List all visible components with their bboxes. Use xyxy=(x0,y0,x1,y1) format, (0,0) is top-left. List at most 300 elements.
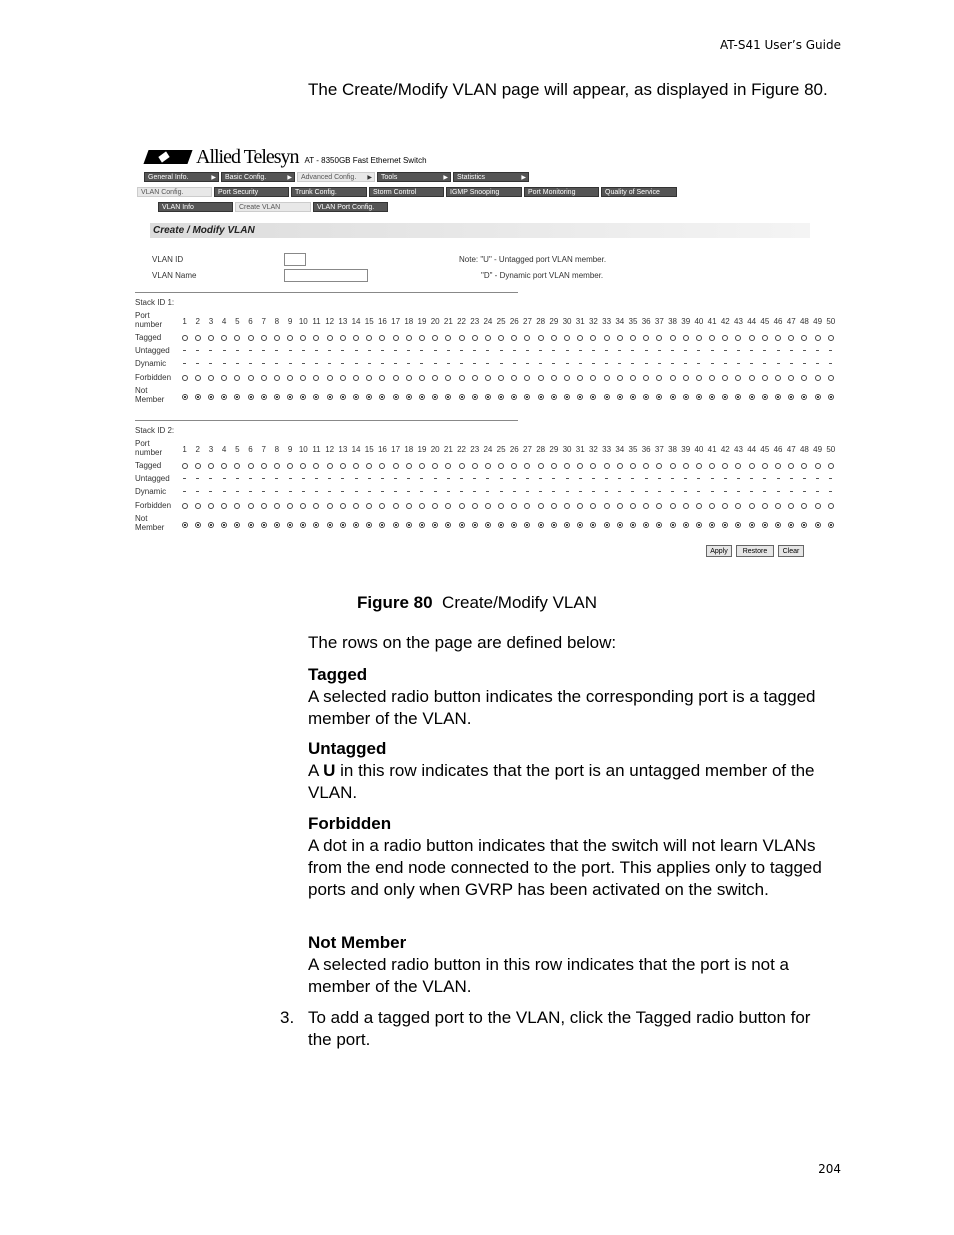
forbidden-radio-port-16[interactable] xyxy=(379,375,385,381)
forbidden-radio-port-39[interactable] xyxy=(683,375,689,381)
not-member-radio-port-23[interactable] xyxy=(472,522,478,528)
tagged-radio-port-37[interactable] xyxy=(656,335,662,341)
not-member-radio-port-22[interactable] xyxy=(459,522,465,528)
not-member-radio-port-27[interactable] xyxy=(524,522,530,528)
tagged-radio-port-25[interactable] xyxy=(498,463,504,469)
tagged-radio-port-7[interactable] xyxy=(261,335,267,341)
tagged-radio-port-20[interactable] xyxy=(432,335,438,341)
forbidden-radio-port-30[interactable] xyxy=(564,503,570,509)
not-member-radio-port-28[interactable] xyxy=(538,394,544,400)
tagged-radio-port-27[interactable] xyxy=(524,463,530,469)
not-member-radio-port-46[interactable] xyxy=(775,522,781,528)
not-member-radio-port-21[interactable] xyxy=(445,522,451,528)
tagged-radio-port-44[interactable] xyxy=(749,463,755,469)
forbidden-radio-port-15[interactable] xyxy=(366,375,372,381)
forbidden-radio-port-13[interactable] xyxy=(340,375,346,381)
forbidden-radio-port-40[interactable] xyxy=(696,375,702,381)
forbidden-radio-port-50[interactable] xyxy=(828,375,834,381)
not-member-radio-port-18[interactable] xyxy=(406,394,412,400)
not-member-radio-port-50[interactable] xyxy=(828,522,834,528)
forbidden-radio-port-40[interactable] xyxy=(696,503,702,509)
nav-item-port-monitoring[interactable]: Port Monitoring xyxy=(524,187,599,197)
forbidden-radio-port-39[interactable] xyxy=(683,503,689,509)
forbidden-radio-port-42[interactable] xyxy=(722,503,728,509)
forbidden-radio-port-38[interactable] xyxy=(670,503,676,509)
tagged-radio-port-12[interactable] xyxy=(327,335,333,341)
not-member-radio-port-32[interactable] xyxy=(590,522,596,528)
not-member-radio-port-39[interactable] xyxy=(683,522,689,528)
not-member-radio-port-10[interactable] xyxy=(300,394,306,400)
forbidden-radio-port-9[interactable] xyxy=(287,503,293,509)
not-member-radio-port-4[interactable] xyxy=(221,394,227,400)
not-member-radio-port-34[interactable] xyxy=(617,522,623,528)
tagged-radio-port-47[interactable] xyxy=(788,335,794,341)
not-member-radio-port-48[interactable] xyxy=(801,394,807,400)
tagged-radio-port-36[interactable] xyxy=(643,463,649,469)
forbidden-radio-port-10[interactable] xyxy=(300,503,306,509)
forbidden-radio-port-26[interactable] xyxy=(511,375,517,381)
not-member-radio-port-1[interactable] xyxy=(182,394,188,400)
forbidden-radio-port-27[interactable] xyxy=(524,375,530,381)
tagged-radio-port-20[interactable] xyxy=(432,463,438,469)
forbidden-radio-port-27[interactable] xyxy=(524,503,530,509)
not-member-radio-port-21[interactable] xyxy=(445,394,451,400)
tagged-radio-port-36[interactable] xyxy=(643,335,649,341)
forbidden-radio-port-41[interactable] xyxy=(709,503,715,509)
tagged-radio-port-6[interactable] xyxy=(248,463,254,469)
tagged-radio-port-19[interactable] xyxy=(419,335,425,341)
forbidden-radio-port-18[interactable] xyxy=(406,503,412,509)
forbidden-radio-port-16[interactable] xyxy=(379,503,385,509)
clear-button[interactable]: Clear xyxy=(778,545,804,557)
forbidden-radio-port-26[interactable] xyxy=(511,503,517,509)
forbidden-radio-port-32[interactable] xyxy=(590,375,596,381)
forbidden-radio-port-43[interactable] xyxy=(735,503,741,509)
forbidden-radio-port-20[interactable] xyxy=(432,503,438,509)
not-member-radio-port-19[interactable] xyxy=(419,394,425,400)
not-member-radio-port-37[interactable] xyxy=(656,394,662,400)
tagged-radio-port-43[interactable] xyxy=(735,335,741,341)
tagged-radio-port-45[interactable] xyxy=(762,335,768,341)
not-member-radio-port-42[interactable] xyxy=(722,522,728,528)
not-member-radio-port-1[interactable] xyxy=(182,522,188,528)
tagged-radio-port-38[interactable] xyxy=(670,463,676,469)
tagged-radio-port-1[interactable] xyxy=(182,335,188,341)
forbidden-radio-port-31[interactable] xyxy=(577,503,583,509)
not-member-radio-port-47[interactable] xyxy=(788,522,794,528)
not-member-radio-port-16[interactable] xyxy=(379,394,385,400)
vlan-id-input[interactable] xyxy=(284,253,306,266)
tagged-radio-port-23[interactable] xyxy=(472,335,478,341)
not-member-radio-port-35[interactable] xyxy=(630,522,636,528)
tagged-radio-port-42[interactable] xyxy=(722,335,728,341)
forbidden-radio-port-13[interactable] xyxy=(340,503,346,509)
nav-item-igmp-snooping[interactable]: IGMP Snooping xyxy=(446,187,522,197)
forbidden-radio-port-24[interactable] xyxy=(485,503,491,509)
tagged-radio-port-41[interactable] xyxy=(709,335,715,341)
tagged-radio-port-4[interactable] xyxy=(221,335,227,341)
forbidden-radio-port-3[interactable] xyxy=(208,375,214,381)
forbidden-radio-port-37[interactable] xyxy=(656,503,662,509)
forbidden-radio-port-15[interactable] xyxy=(366,503,372,509)
forbidden-radio-port-17[interactable] xyxy=(393,503,399,509)
not-member-radio-port-17[interactable] xyxy=(393,394,399,400)
not-member-radio-port-31[interactable] xyxy=(577,522,583,528)
tagged-radio-port-27[interactable] xyxy=(524,335,530,341)
tagged-radio-port-10[interactable] xyxy=(300,463,306,469)
not-member-radio-port-36[interactable] xyxy=(643,522,649,528)
forbidden-radio-port-6[interactable] xyxy=(248,503,254,509)
not-member-radio-port-32[interactable] xyxy=(590,394,596,400)
tagged-radio-port-6[interactable] xyxy=(248,335,254,341)
tagged-radio-port-35[interactable] xyxy=(630,463,636,469)
tagged-radio-port-18[interactable] xyxy=(406,463,412,469)
forbidden-radio-port-2[interactable] xyxy=(195,503,201,509)
forbidden-radio-port-48[interactable] xyxy=(801,375,807,381)
forbidden-radio-port-41[interactable] xyxy=(709,375,715,381)
tagged-radio-port-34[interactable] xyxy=(617,335,623,341)
forbidden-radio-port-46[interactable] xyxy=(775,503,781,509)
not-member-radio-port-43[interactable] xyxy=(735,394,741,400)
nav-item-quality-of-service[interactable]: Quality of Service xyxy=(601,187,677,197)
not-member-radio-port-8[interactable] xyxy=(274,522,280,528)
tagged-radio-port-24[interactable] xyxy=(485,463,491,469)
forbidden-radio-port-6[interactable] xyxy=(248,375,254,381)
tagged-radio-port-29[interactable] xyxy=(551,335,557,341)
forbidden-radio-port-30[interactable] xyxy=(564,375,570,381)
tagged-radio-port-13[interactable] xyxy=(340,463,346,469)
forbidden-radio-port-47[interactable] xyxy=(788,503,794,509)
forbidden-radio-port-25[interactable] xyxy=(498,503,504,509)
tagged-radio-port-8[interactable] xyxy=(274,335,280,341)
not-member-radio-port-43[interactable] xyxy=(735,522,741,528)
forbidden-radio-port-4[interactable] xyxy=(221,503,227,509)
tagged-radio-port-40[interactable] xyxy=(696,335,702,341)
nav-item-vlan-config[interactable]: VLAN Config. xyxy=(137,187,212,197)
tagged-radio-port-22[interactable] xyxy=(459,463,465,469)
not-member-radio-port-46[interactable] xyxy=(775,394,781,400)
not-member-radio-port-5[interactable] xyxy=(234,522,240,528)
not-member-radio-port-7[interactable] xyxy=(261,394,267,400)
tagged-radio-port-42[interactable] xyxy=(722,463,728,469)
not-member-radio-port-20[interactable] xyxy=(432,394,438,400)
not-member-radio-port-6[interactable] xyxy=(248,394,254,400)
forbidden-radio-port-47[interactable] xyxy=(788,375,794,381)
forbidden-radio-port-38[interactable] xyxy=(670,375,676,381)
forbidden-radio-port-33[interactable] xyxy=(604,503,610,509)
not-member-radio-port-28[interactable] xyxy=(538,522,544,528)
forbidden-radio-port-4[interactable] xyxy=(221,375,227,381)
not-member-radio-port-44[interactable] xyxy=(749,522,755,528)
not-member-radio-port-17[interactable] xyxy=(393,522,399,528)
not-member-radio-port-44[interactable] xyxy=(749,394,755,400)
forbidden-radio-port-19[interactable] xyxy=(419,503,425,509)
tagged-radio-port-14[interactable] xyxy=(353,335,359,341)
not-member-radio-port-39[interactable] xyxy=(683,394,689,400)
tagged-radio-port-29[interactable] xyxy=(551,463,557,469)
tagged-radio-port-19[interactable] xyxy=(419,463,425,469)
tagged-radio-port-28[interactable] xyxy=(538,463,544,469)
tagged-radio-port-22[interactable] xyxy=(459,335,465,341)
forbidden-radio-port-11[interactable] xyxy=(313,375,319,381)
not-member-radio-port-7[interactable] xyxy=(261,522,267,528)
forbidden-radio-port-19[interactable] xyxy=(419,375,425,381)
tagged-radio-port-50[interactable] xyxy=(828,335,834,341)
forbidden-radio-port-25[interactable] xyxy=(498,375,504,381)
not-member-radio-port-42[interactable] xyxy=(722,394,728,400)
tagged-radio-port-16[interactable] xyxy=(379,463,385,469)
not-member-radio-port-11[interactable] xyxy=(313,522,319,528)
tagged-radio-port-24[interactable] xyxy=(485,335,491,341)
not-member-radio-port-33[interactable] xyxy=(604,394,610,400)
tagged-radio-port-9[interactable] xyxy=(287,463,293,469)
forbidden-radio-port-9[interactable] xyxy=(287,375,293,381)
tagged-radio-port-21[interactable] xyxy=(445,463,451,469)
forbidden-radio-port-35[interactable] xyxy=(630,375,636,381)
nav-item-vlan-port-config[interactable]: VLAN Port Config. xyxy=(313,202,388,212)
tagged-radio-port-15[interactable] xyxy=(366,335,372,341)
not-member-radio-port-26[interactable] xyxy=(511,394,517,400)
forbidden-radio-port-7[interactable] xyxy=(261,375,267,381)
not-member-radio-port-38[interactable] xyxy=(670,522,676,528)
tagged-radio-port-23[interactable] xyxy=(472,463,478,469)
forbidden-radio-port-17[interactable] xyxy=(393,375,399,381)
tagged-radio-port-49[interactable] xyxy=(815,335,821,341)
vlan-name-input[interactable] xyxy=(284,269,368,282)
not-member-radio-port-9[interactable] xyxy=(287,394,293,400)
not-member-radio-port-45[interactable] xyxy=(762,522,768,528)
not-member-radio-port-49[interactable] xyxy=(815,394,821,400)
forbidden-radio-port-36[interactable] xyxy=(643,503,649,509)
forbidden-radio-port-1[interactable] xyxy=(182,375,188,381)
not-member-radio-port-13[interactable] xyxy=(340,394,346,400)
tagged-radio-port-50[interactable] xyxy=(828,463,834,469)
not-member-radio-port-25[interactable] xyxy=(498,394,504,400)
tagged-radio-port-31[interactable] xyxy=(577,335,583,341)
forbidden-radio-port-14[interactable] xyxy=(353,375,359,381)
tagged-radio-port-39[interactable] xyxy=(683,335,689,341)
tagged-radio-port-17[interactable] xyxy=(393,335,399,341)
forbidden-radio-port-22[interactable] xyxy=(459,375,465,381)
not-member-radio-port-8[interactable] xyxy=(274,394,280,400)
not-member-radio-port-27[interactable] xyxy=(524,394,530,400)
not-member-radio-port-50[interactable] xyxy=(828,394,834,400)
forbidden-radio-port-32[interactable] xyxy=(590,503,596,509)
not-member-radio-port-36[interactable] xyxy=(643,394,649,400)
not-member-radio-port-49[interactable] xyxy=(815,522,821,528)
tagged-radio-port-26[interactable] xyxy=(511,335,517,341)
tagged-radio-port-12[interactable] xyxy=(327,463,333,469)
tagged-radio-port-10[interactable] xyxy=(300,335,306,341)
not-member-radio-port-12[interactable] xyxy=(327,394,333,400)
forbidden-radio-port-2[interactable] xyxy=(195,375,201,381)
forbidden-radio-port-11[interactable] xyxy=(313,503,319,509)
not-member-radio-port-47[interactable] xyxy=(788,394,794,400)
tagged-radio-port-4[interactable] xyxy=(221,463,227,469)
tagged-radio-port-21[interactable] xyxy=(445,335,451,341)
not-member-radio-port-15[interactable] xyxy=(366,394,372,400)
forbidden-radio-port-22[interactable] xyxy=(459,503,465,509)
forbidden-radio-port-34[interactable] xyxy=(617,503,623,509)
forbidden-radio-port-29[interactable] xyxy=(551,503,557,509)
forbidden-radio-port-48[interactable] xyxy=(801,503,807,509)
tagged-radio-port-18[interactable] xyxy=(406,335,412,341)
not-member-radio-port-35[interactable] xyxy=(630,394,636,400)
forbidden-radio-port-45[interactable] xyxy=(762,503,768,509)
tagged-radio-port-15[interactable] xyxy=(366,463,372,469)
forbidden-radio-port-12[interactable] xyxy=(327,375,333,381)
not-member-radio-port-37[interactable] xyxy=(656,522,662,528)
nav-item-statistics[interactable]: Statistics ▶ xyxy=(453,172,529,182)
not-member-radio-port-16[interactable] xyxy=(379,522,385,528)
tagged-radio-port-37[interactable] xyxy=(656,463,662,469)
nav-item-tools[interactable]: Tools ▶ xyxy=(377,172,451,182)
tagged-radio-port-40[interactable] xyxy=(696,463,702,469)
tagged-radio-port-39[interactable] xyxy=(683,463,689,469)
forbidden-radio-port-24[interactable] xyxy=(485,375,491,381)
forbidden-radio-port-33[interactable] xyxy=(604,375,610,381)
not-member-radio-port-14[interactable] xyxy=(353,394,359,400)
forbidden-radio-port-7[interactable] xyxy=(261,503,267,509)
tagged-radio-port-48[interactable] xyxy=(801,335,807,341)
forbidden-radio-port-23[interactable] xyxy=(472,503,478,509)
not-member-radio-port-2[interactable] xyxy=(195,522,201,528)
forbidden-radio-port-44[interactable] xyxy=(749,375,755,381)
not-member-radio-port-4[interactable] xyxy=(221,522,227,528)
nav-item-advanced-config[interactable]: Advanced Config. ▶ xyxy=(297,172,375,182)
tagged-radio-port-32[interactable] xyxy=(590,463,596,469)
tagged-radio-port-30[interactable] xyxy=(564,335,570,341)
forbidden-radio-port-5[interactable] xyxy=(234,503,240,509)
tagged-radio-port-11[interactable] xyxy=(313,463,319,469)
not-member-radio-port-6[interactable] xyxy=(248,522,254,528)
forbidden-radio-port-46[interactable] xyxy=(775,375,781,381)
not-member-radio-port-38[interactable] xyxy=(670,394,676,400)
not-member-radio-port-9[interactable] xyxy=(287,522,293,528)
forbidden-radio-port-36[interactable] xyxy=(643,375,649,381)
not-member-radio-port-30[interactable] xyxy=(564,394,570,400)
not-member-radio-port-2[interactable] xyxy=(195,394,201,400)
forbidden-radio-port-20[interactable] xyxy=(432,375,438,381)
not-member-radio-port-29[interactable] xyxy=(551,522,557,528)
forbidden-radio-port-35[interactable] xyxy=(630,503,636,509)
tagged-radio-port-9[interactable] xyxy=(287,335,293,341)
not-member-radio-port-25[interactable] xyxy=(498,522,504,528)
forbidden-radio-port-3[interactable] xyxy=(208,503,214,509)
tagged-radio-port-28[interactable] xyxy=(538,335,544,341)
not-member-radio-port-31[interactable] xyxy=(577,394,583,400)
forbidden-radio-port-44[interactable] xyxy=(749,503,755,509)
nav-item-vlan-info[interactable]: VLAN Info xyxy=(158,202,233,212)
not-member-radio-port-29[interactable] xyxy=(551,394,557,400)
not-member-radio-port-26[interactable] xyxy=(511,522,517,528)
not-member-radio-port-13[interactable] xyxy=(340,522,346,528)
forbidden-radio-port-8[interactable] xyxy=(274,503,280,509)
not-member-radio-port-30[interactable] xyxy=(564,522,570,528)
tagged-radio-port-17[interactable] xyxy=(393,463,399,469)
forbidden-radio-port-49[interactable] xyxy=(815,375,821,381)
tagged-radio-port-14[interactable] xyxy=(353,463,359,469)
tagged-radio-port-2[interactable] xyxy=(195,463,201,469)
tagged-radio-port-46[interactable] xyxy=(775,463,781,469)
forbidden-radio-port-23[interactable] xyxy=(472,375,478,381)
tagged-radio-port-45[interactable] xyxy=(762,463,768,469)
not-member-radio-port-40[interactable] xyxy=(696,394,702,400)
not-member-radio-port-18[interactable] xyxy=(406,522,412,528)
tagged-radio-port-31[interactable] xyxy=(577,463,583,469)
tagged-radio-port-32[interactable] xyxy=(590,335,596,341)
not-member-radio-port-34[interactable] xyxy=(617,394,623,400)
tagged-radio-port-33[interactable] xyxy=(604,463,610,469)
nav-item-trunk-config[interactable]: Trunk Config. xyxy=(291,187,367,197)
forbidden-radio-port-14[interactable] xyxy=(353,503,359,509)
tagged-radio-port-48[interactable] xyxy=(801,463,807,469)
not-member-radio-port-20[interactable] xyxy=(432,522,438,528)
tagged-radio-port-30[interactable] xyxy=(564,463,570,469)
forbidden-radio-port-28[interactable] xyxy=(538,503,544,509)
not-member-radio-port-19[interactable] xyxy=(419,522,425,528)
nav-item-create-vlan[interactable]: Create VLAN xyxy=(235,202,311,212)
tagged-radio-port-26[interactable] xyxy=(511,463,517,469)
forbidden-radio-port-43[interactable] xyxy=(735,375,741,381)
not-member-radio-port-11[interactable] xyxy=(313,394,319,400)
tagged-radio-port-3[interactable] xyxy=(208,463,214,469)
nav-item-basic-config[interactable]: Basic Config. ▶ xyxy=(221,172,295,182)
restore-button[interactable]: Restore xyxy=(736,545,774,557)
tagged-radio-port-46[interactable] xyxy=(775,335,781,341)
not-member-radio-port-24[interactable] xyxy=(485,522,491,528)
tagged-radio-port-5[interactable] xyxy=(234,335,240,341)
not-member-radio-port-22[interactable] xyxy=(459,394,465,400)
tagged-radio-port-2[interactable] xyxy=(195,335,201,341)
forbidden-radio-port-37[interactable] xyxy=(656,375,662,381)
not-member-radio-port-3[interactable] xyxy=(208,522,214,528)
tagged-radio-port-1[interactable] xyxy=(182,463,188,469)
forbidden-radio-port-21[interactable] xyxy=(445,375,451,381)
tagged-radio-port-38[interactable] xyxy=(670,335,676,341)
forbidden-radio-port-42[interactable] xyxy=(722,375,728,381)
tagged-radio-port-47[interactable] xyxy=(788,463,794,469)
not-member-radio-port-5[interactable] xyxy=(234,394,240,400)
forbidden-radio-port-29[interactable] xyxy=(551,375,557,381)
nav-item-general-info[interactable]: General Info. ▶ xyxy=(144,172,219,182)
not-member-radio-port-14[interactable] xyxy=(353,522,359,528)
not-member-radio-port-40[interactable] xyxy=(696,522,702,528)
forbidden-radio-port-45[interactable] xyxy=(762,375,768,381)
not-member-radio-port-12[interactable] xyxy=(327,522,333,528)
tagged-radio-port-3[interactable] xyxy=(208,335,214,341)
not-member-radio-port-41[interactable] xyxy=(709,522,715,528)
forbidden-radio-port-10[interactable] xyxy=(300,375,306,381)
nav-item-port-security[interactable]: Port Security xyxy=(214,187,289,197)
not-member-radio-port-24[interactable] xyxy=(485,394,491,400)
not-member-radio-port-41[interactable] xyxy=(709,394,715,400)
forbidden-radio-port-5[interactable] xyxy=(234,375,240,381)
forbidden-radio-port-28[interactable] xyxy=(538,375,544,381)
tagged-radio-port-34[interactable] xyxy=(617,463,623,469)
not-member-radio-port-3[interactable] xyxy=(208,394,214,400)
tagged-radio-port-8[interactable] xyxy=(274,463,280,469)
tagged-radio-port-25[interactable] xyxy=(498,335,504,341)
tagged-radio-port-33[interactable] xyxy=(604,335,610,341)
not-member-radio-port-33[interactable] xyxy=(604,522,610,528)
forbidden-radio-port-21[interactable] xyxy=(445,503,451,509)
tagged-radio-port-44[interactable] xyxy=(749,335,755,341)
not-member-radio-port-48[interactable] xyxy=(801,522,807,528)
tagged-radio-port-16[interactable] xyxy=(379,335,385,341)
tagged-radio-port-7[interactable] xyxy=(261,463,267,469)
apply-button[interactable]: Apply xyxy=(706,545,732,557)
